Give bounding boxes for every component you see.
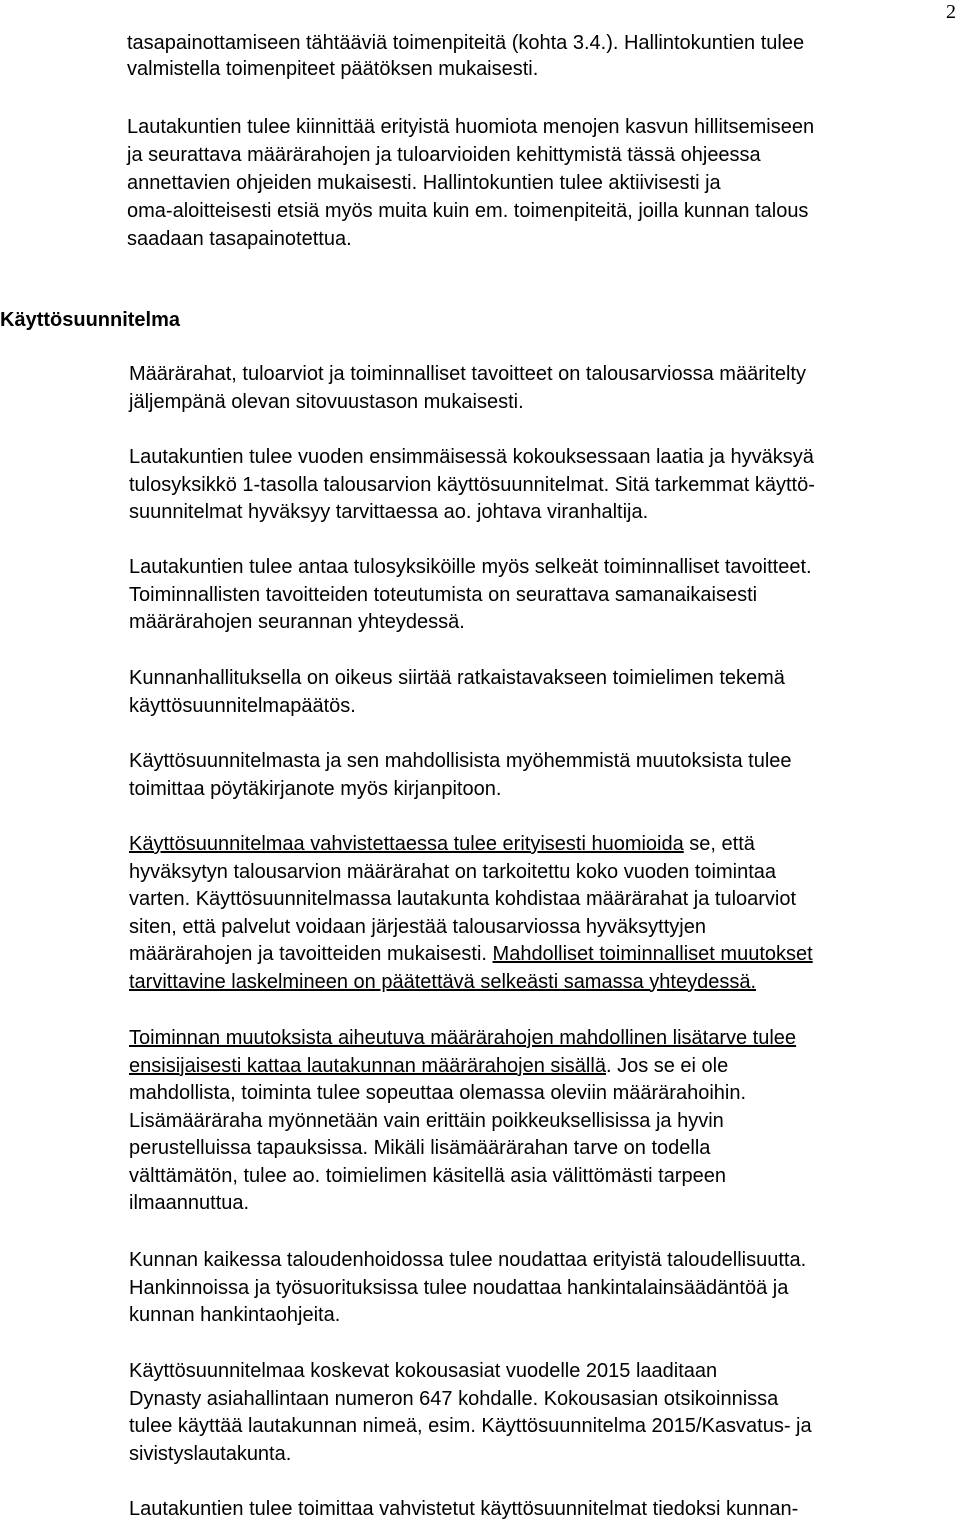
text-line: Kunnanhallituksella on oikeus siirtää ratkaistavakseen toimielimen tekemä: [129, 667, 785, 689]
text-line: Lisämääräraha myönnetään vain erittäin poikkeuksellisissa ja hyvin: [129, 1109, 724, 1132]
text-line: [129, 941, 813, 969]
text-line: Dynasty asiahallintaan numeron 647 kohdalle. Kokousasian otsikoinnissa: [129, 1387, 779, 1410]
text-line: varten. Käyttösuunnitelmassa lautakunta kohdistaa määrärahat ja tuloarviot: [129, 888, 797, 910]
text-line: hyväksytyn talousarvion määrärahat on tarkoitettu koko vuoden toimintaa: [129, 860, 777, 883]
section-heading: Käyttösuunnitelma: [0, 309, 181, 331]
text-line: annettavien ohjeiden mukaisesti. Hallintokuntien tulee aktiivisesti ja: [127, 172, 721, 194]
paragraph-7: [129, 1025, 796, 1218]
text-line: saadaan tasapainotettua.: [127, 228, 352, 250]
text-line: Hankinnoissa ja työsuorituksissa tulee noudattaa hankintalainsäädäntöä ja: [129, 1276, 789, 1299]
text-line: tasapainottamiseen tähtääviä toimenpiteitä (kohta 3.4.). Hallintokuntien tulee: [127, 32, 805, 54]
text-line: Lautakuntien tulee kiinnittää erityistä huomiota menojen kasvun hillitsemiseen: [127, 116, 815, 138]
intro-paragraph-1: [127, 30, 804, 82]
text-line: oma-aloitteisesti etsiä myös muita kuin em. toimenpiteitä, joilla kunnan talous: [127, 200, 809, 222]
paragraph-8: [129, 1247, 806, 1330]
text-line: ilmaannuttua.: [129, 1192, 250, 1214]
text-line: valmistella toimenpiteet päätöksen mukaisesti.: [127, 58, 539, 80]
text-line: siten, että palvelut voidaan järjestää talousarviossa hyväksyttyjen: [129, 915, 706, 938]
page-number: 2: [946, 1, 956, 23]
paragraph-5: [129, 748, 792, 803]
text-span: määrärahojen ja tavoitteiden mukaisesti.: [129, 943, 493, 965]
text-line: tulosyksikkö 1-tasolla talousarvion käyttösuunnitelmat. Sitä tarkemmat käyttö-: [129, 473, 815, 496]
text-span: . Jos se ei ole: [605, 1054, 729, 1077]
text-line: määrärahojen seurannan yhteydessä.: [129, 611, 465, 633]
paragraph-4: [129, 665, 785, 720]
text-line: Käyttösuunnitelmasta ja sen mahdollisista myöhemmistä muutoksista tulee: [129, 750, 792, 772]
text-line: mahdollista, toiminta tulee sopeuttaa olemassa oleviin määrärahoihin.: [129, 1082, 747, 1104]
underlined-text: Käyttösuunnitelmaa vahvistettaessa tulee erityisesti huomioida: [129, 833, 684, 855]
text-line: [129, 1053, 796, 1081]
text-line: Lautakuntien tulee vuoden ensimmäisessä kokouksessaan laatia ja hyväksyä: [129, 446, 814, 468]
text-line: ja seurattava määrärahojen ja tuloarvioiden kehittymistä tässä ohjeessa: [127, 144, 761, 166]
text-line: Lautakuntien tulee antaa tulosyksiköille myös selkeät toiminnalliset tavoitteet.: [129, 556, 812, 578]
underlined-line: tarvittavine laskelmineen on päätettävä selkeästi samassa yhteydessä.: [129, 970, 757, 993]
paragraph-1: [129, 361, 806, 416]
text-line: Määrärahat, tuloarviot ja toiminnalliset tavoitteet on talousarviossa määritelty: [129, 363, 806, 385]
text-line: Lautakuntien tulee toimittaa vahvistetut käyttösuunnitelmat tiedoksi kunnan-: [129, 1498, 799, 1520]
text-line: [129, 831, 813, 859]
text-line: suunnitelmat hyväksyy tarvittaessa ao. johtava viranhaltija.: [129, 501, 649, 523]
underlined-line: Toiminnan muutoksista aiheutuva määrärahojen mahdollinen lisätarve tulee: [129, 1027, 797, 1049]
paragraph-2: [129, 444, 815, 527]
paragraph-3: [129, 554, 812, 637]
text-line: sivistyslautakunta.: [129, 1442, 292, 1465]
underlined-text: ensisijaisesti kattaa lautakunnan määrärahojen sisällä: [129, 1054, 606, 1077]
paragraph-6: [129, 831, 813, 996]
paragraph-9: [129, 1358, 812, 1468]
text-line: tulee käyttää lautakunnan nimeä, esim. Käyttösuunnitelma 2015/Kasvatus- ja: [129, 1415, 812, 1437]
underlined-text: Mahdolliset toiminnalliset muutokset: [492, 943, 813, 965]
paragraph-10: [129, 1496, 798, 1524]
intro-paragraph-2: [127, 113, 814, 253]
text-line: Toiminnallisten tavoitteiden toteutumista on seurattava samanaikaisesti: [129, 583, 758, 606]
text-line: perustelluissa tapauksissa. Mikäli lisämäärärahan tarve on todella: [129, 1137, 711, 1159]
text-line: käyttösuunnitelmapäätös.: [129, 694, 356, 717]
text-line: Käyttösuunnitelmaa koskevat kokousasiat vuodelle 2015 laaditaan: [129, 1360, 718, 1382]
text-span: se, että: [683, 833, 755, 855]
text-line: jäljempänä olevan sitovuustason mukaisesti.: [129, 390, 524, 413]
text-line: toimittaa pöytäkirjanote myös kirjanpitoon.: [129, 777, 502, 800]
text-line: välttämätön, tulee ao. toimielimen käsitellä asia välittömästi tarpeen: [129, 1164, 726, 1187]
text-line: kunnan hankintaohjeita.: [129, 1304, 341, 1326]
text-line: Kunnan kaikessa taloudenhoidossa tulee noudattaa erityistä taloudellisuutta.: [129, 1249, 807, 1271]
